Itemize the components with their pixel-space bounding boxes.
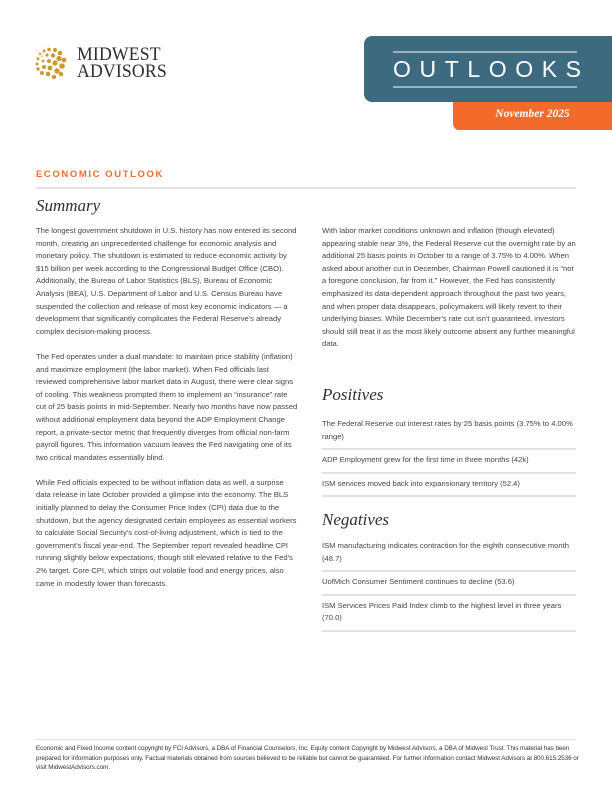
globe-dots-icon [34,46,68,80]
summary-left-column [36,225,298,603]
logo-wordmark [77,46,167,80]
negative-item: ISM Services Prices Paid Index climb to the highest level in three years (70.0) [322,596,576,632]
negatives-heading: Negatives [322,510,390,529]
issue-date-tab [453,102,612,130]
outlooks-banner [364,36,612,102]
section-label: ECONOMIC OUTLOOK [36,169,164,180]
issue-date: November 2025 [495,108,570,120]
logo-line-1: MIDWEST [77,44,161,65]
banner-rule-bottom [393,86,577,88]
negative-item: ISM manufacturing indicates contraction for the eighth consecutive month (48.7) [322,536,576,572]
logo-line-2: ADVISORS [77,61,167,82]
summary-paragraph: The longest government shutdown in U.S. history has now entered its second month, creating an unprecedented challenge for economic analysis and monetary policy. The shutdown is estimated to reduce economic activity by $15 billion per week according to the Congressional Budget Office (CBO). Additionally, the Bureau of Labor Statistics (BLS), Bureau of Economic Analysis (BEA), U.S. Department of Labor and U.S. Census Bureau have suspended the collection and release of most key economic indicators — a development that significantly complicates the Federal Reserve's already complex decision-making process. [36,226,297,336]
summary-paragraph: With labor market conditions unknown and inflation (though elevated) appearing stable near 3%, the Federal Reserve cut the overnight rate by an additional 25 basis points in October to a range of 3.75% to 4.00%. When asked about another cut in December, Chairman Powell cautioned it is “not a foregone conclusion, far from it.” However, the Fed has consistently emphasized its data-dependent approach throughout the past two years, and when proper data disappears, policymakers will likely revert to their underlying biases. While December's rate cut isn't guaranteed, investors should still treat it as the most likely outcome absent any further meaningful data. [322,226,576,349]
summary-heading: Summary [36,196,101,215]
positives-heading: Positives [322,385,384,404]
summary-right-column [322,225,578,364]
positive-item: ISM services moved back into expansionary territory (52.4) [322,474,576,498]
footer-divider [36,739,576,740]
positive-item: The Federal Reserve cut interest rates by 25 basis points (3.75% to 4.00% range) [322,414,576,450]
banner-rule-top [393,51,577,53]
positives-list [322,414,576,497]
summary-paragraph: While Fed officials expected to be without inflation data as well, a surprise data release in late October provided a glimpse into the economy. The BLS initially planned to delay the Consumer Price Index (CPI) data due to the shutdown, but the agency designated certain employees as essential workers to calculate Social Security's cost-of-living adjustment, which is tied to the government's fiscal year-end. The September report revealed headline CPI running slightly below expectations, though still elevated relative to the Fed's 2% target. Core CPI, which strips out volatile food and energy prices, also came in modestly lower than forecasts. [36,477,297,588]
banner-title: OUTLOOKS [393,56,590,82]
negative-item: UofMich Consumer Sentiment continues to decline (53.6) [322,572,576,596]
positive-item: ADP Employment grew for the first time in three months (42k) [322,450,576,474]
section-divider [36,187,576,189]
footer-disclaimer: Economic and Fixed Income content copyright by FCI Advisors, a DBA of Financial Counselors, Inc. Equity content Copyright by Midwest Advisors, a DBA of Midwest Trust. This material has been prepared for information purposes only. Factual materials obtained from sources believed to be reliable but cannot be guaranteed. For further information contact Midwest Advisors at 800.615.2536 or visit MidwestAdvisors.com. [36,745,579,772]
company-logo [34,44,204,84]
summary-paragraph: The Fed operates under a dual mandate: to maintain price stability (inflation) and maximize employment (the labor market). When Fed officials last reviewed comprehensive labor market data in August, there were clear signs of cooling. This weakness prompted them to implement an “insurance” rate cut of 25 basis points in mid-September. Nearly two months have now passed without additional employment data beyond the ADP Employment Change report, a private-sector metric that frequently diverges from official non-farm payroll figures. This information vacuum leaves the Fed navigating one of its two critical mandates essentially blind. [36,351,298,462]
negatives-list [322,536,576,632]
